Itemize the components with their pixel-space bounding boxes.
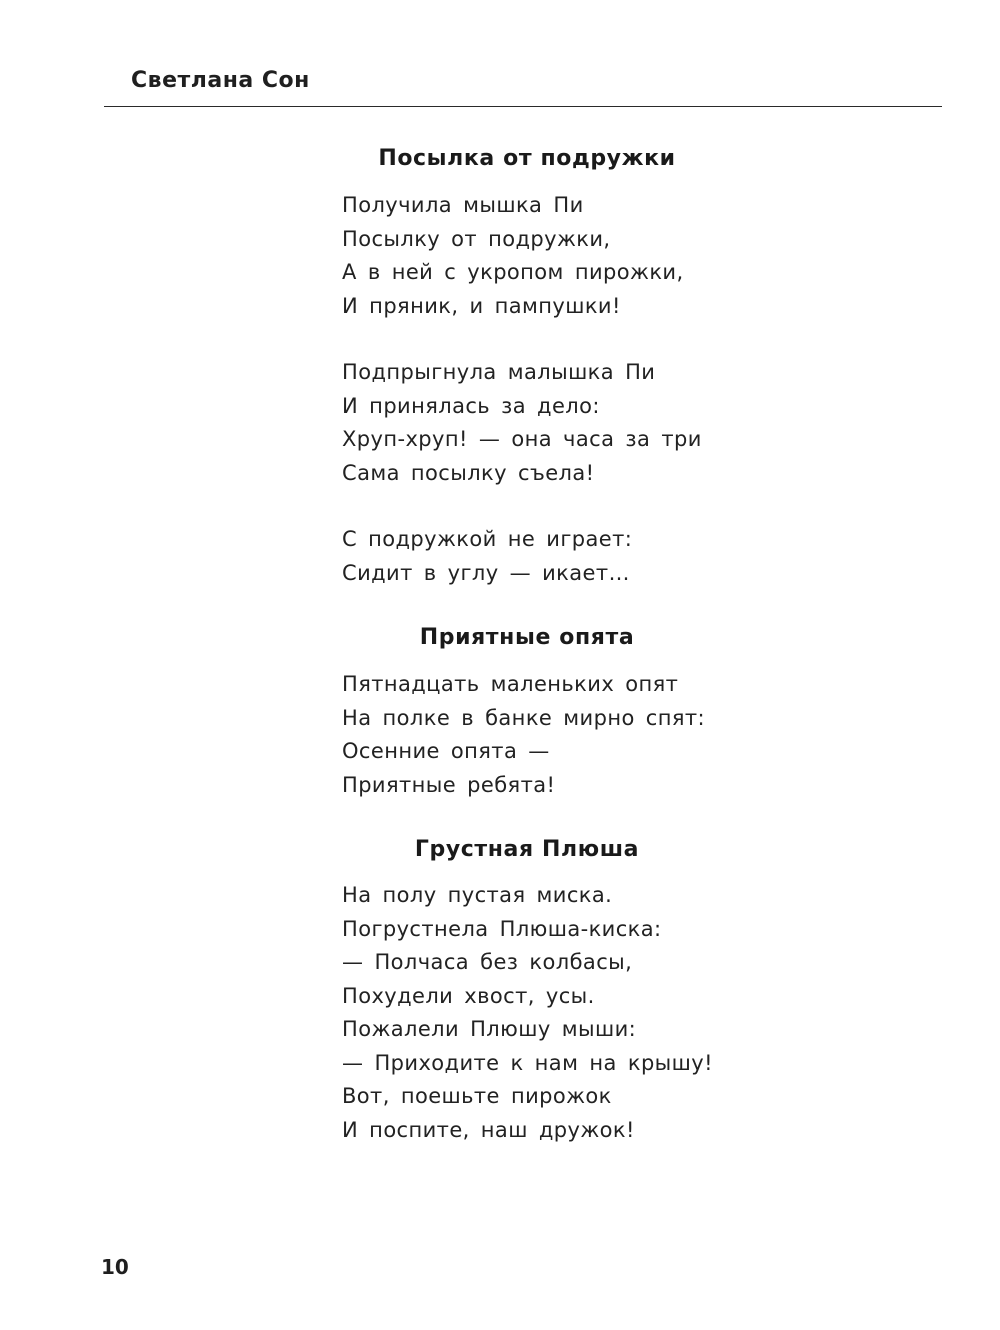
- poem-line: С подружкой не играет:: [342, 527, 633, 551]
- poem-line: На полке в банке мирно спят:: [342, 705, 705, 730]
- stanza: [342, 523, 632, 590]
- poem-line: А в ней с укропом пирожки,: [342, 260, 684, 284]
- poem-line: Получила мышка Пи: [342, 193, 584, 217]
- poem-line: И пряник, и пампушки!: [342, 293, 621, 318]
- poem-line: Сидит в углу — икает…: [342, 560, 630, 585]
- poem-line: — Полчаса без колбасы,: [342, 950, 633, 974]
- poem-line: На полу пустая миска.: [342, 883, 613, 907]
- page-number: 10: [101, 1255, 129, 1279]
- poem-line: Пожалели Плюшу мыши:: [342, 1017, 637, 1041]
- header-rule: [104, 106, 942, 107]
- poem-line: Подпрыгнула малышка Пи: [342, 360, 656, 384]
- stanza: [342, 879, 713, 1147]
- running-head: Светлана Сон: [131, 68, 310, 93]
- stanza: [342, 668, 705, 802]
- poem-line: И принялась за дело:: [342, 393, 600, 418]
- poem-line: — Приходите к нам на крышу!: [342, 1050, 713, 1075]
- stanza: [342, 189, 684, 323]
- poem-title: Приятные опята: [419, 625, 635, 650]
- stanza: [342, 356, 702, 490]
- poem-line: Сама посылку съела!: [342, 460, 595, 485]
- poem-line: Пятнадцать маленьких опят: [342, 672, 679, 696]
- poem-line: Похудели хвост, усы.: [342, 983, 595, 1008]
- poem-title: Грустная Плюша: [414, 837, 640, 862]
- poem-line: Вот, поешьте пирожок: [342, 1084, 612, 1108]
- poem-line: Посылку от подружки,: [342, 226, 611, 251]
- poem-line: Осенние опята —: [342, 739, 550, 763]
- poem-line: Хруп-хруп! — она часа за три: [342, 427, 702, 451]
- poem-line: Погрустнела Плюша-киска:: [342, 916, 662, 941]
- poem-line: И поспите, наш дружок!: [342, 1117, 635, 1142]
- poem-title: Посылка от подружки: [378, 146, 676, 171]
- poem-line: Приятные ребята!: [342, 772, 556, 797]
